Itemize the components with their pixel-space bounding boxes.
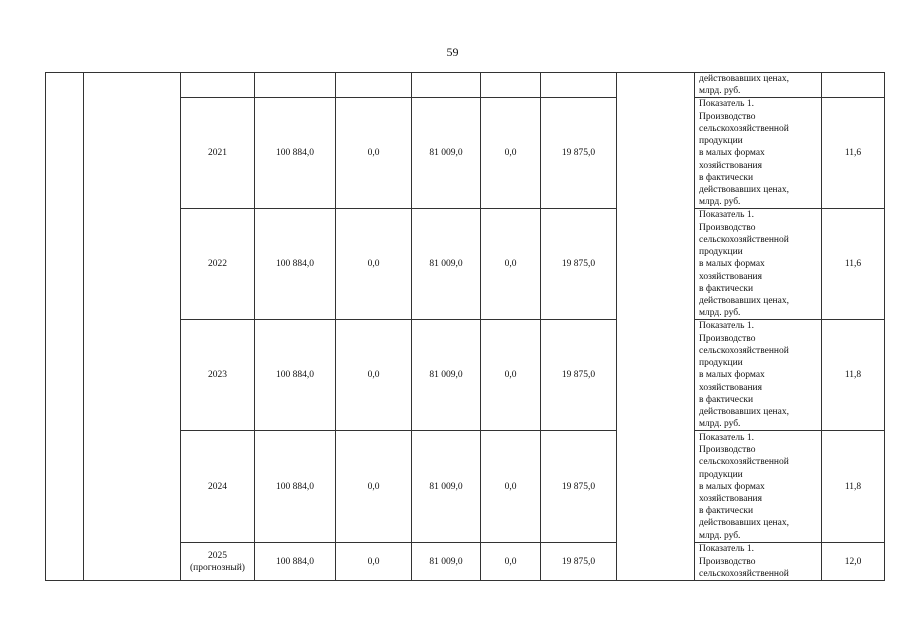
total-cell: 100 884,0: [255, 431, 336, 543]
total-cell: 100 884,0: [255, 98, 336, 209]
extrabudget-cell: [541, 73, 617, 98]
indicator-value-cell: 11,8: [822, 320, 885, 431]
table-row: [46, 73, 885, 98]
regional-cell: 81 009,0: [412, 98, 481, 209]
extrabudget-cell: 19 875,0: [541, 320, 617, 431]
total-cell: [255, 73, 336, 98]
local-cell: 0,0: [481, 320, 541, 431]
total-cell: 100 884,0: [255, 209, 336, 320]
local-cell: 0,0: [481, 98, 541, 209]
federal-cell: [336, 73, 412, 98]
year-cell: 2022: [181, 209, 255, 320]
federal-cell: 0,0: [336, 431, 412, 543]
indicator-cell: Показатель 1. Производство сельскохозяйственной: [695, 543, 822, 581]
local-cell: 0,0: [481, 431, 541, 543]
regional-cell: 81 009,0: [412, 209, 481, 320]
indicator-cell: Показатель 1. Производство сельскохозяйственной продукции в малых формах хозяйствования в фактически действовавших ценах, млрд. руб.: [695, 431, 822, 543]
page-number: 59: [446, 45, 459, 59]
regional-cell: 81 009,0: [412, 431, 481, 543]
indicator-value-cell: 11,6: [822, 98, 885, 209]
extrabudget-cell: 19 875,0: [541, 431, 617, 543]
federal-cell: 0,0: [336, 98, 412, 209]
indicator-cell: действовавших ценах, млрд. руб.: [695, 73, 822, 98]
total-cell: 100 884,0: [255, 320, 336, 431]
indicator-value-cell: 11,6: [822, 209, 885, 320]
year-cell: 2023: [181, 320, 255, 431]
local-cell: 0,0: [481, 543, 541, 581]
local-cell: [481, 73, 541, 98]
measure-name-cell: [84, 73, 181, 581]
year-cell: [181, 73, 255, 98]
federal-cell: 0,0: [336, 209, 412, 320]
indicator-cell: Показатель 1. Производство сельскохозяйственной продукции в малых формах хозяйствования в фактически действовавших ценах, млрд. руб.: [695, 209, 822, 320]
year-cell: 2025 (прогнозный): [181, 543, 255, 581]
federal-cell: 0,0: [336, 543, 412, 581]
extrabudget-cell: 19 875,0: [541, 209, 617, 320]
year-cell: 2024: [181, 431, 255, 543]
indicator-cell: Показатель 1. Производство сельскохозяйственной продукции в малых формах хозяйствования в фактически действовавших ценах, млрд. руб.: [695, 320, 822, 431]
program-funding-table: [45, 72, 885, 581]
regional-cell: [412, 73, 481, 98]
executor-cell: [617, 73, 695, 581]
federal-cell: 0,0: [336, 320, 412, 431]
extrabudget-cell: 19 875,0: [541, 98, 617, 209]
row-number-cell: [46, 73, 84, 581]
indicator-value-cell: 12,0: [822, 543, 885, 581]
regional-cell: 81 009,0: [412, 320, 481, 431]
indicator-cell: Показатель 1. Производство сельскохозяйственной продукции в малых формах хозяйствования в фактически действовавших ценах, млрд. руб.: [695, 98, 822, 209]
regional-cell: 81 009,0: [412, 543, 481, 581]
year-note: (прогнозный): [190, 562, 245, 573]
indicator-value-cell: 11,8: [822, 431, 885, 543]
extrabudget-cell: 19 875,0: [541, 543, 617, 581]
indicator-value-cell: [822, 73, 885, 98]
local-cell: 0,0: [481, 209, 541, 320]
total-cell: 100 884,0: [255, 543, 336, 581]
year-cell: 2021: [181, 98, 255, 209]
